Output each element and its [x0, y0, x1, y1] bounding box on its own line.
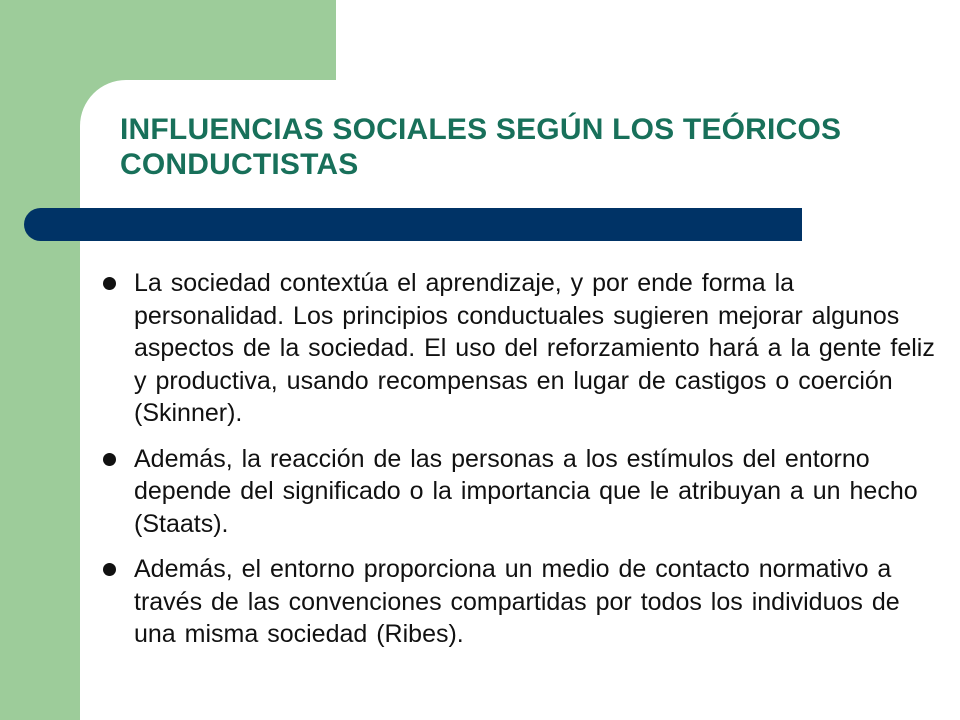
bullet-text: La sociedad contextúa el aprendizaje, y por ende forma la personalidad. Los principios conductuales sugieren mejorar algunos aspectos de la sociedad. El uso del reforzamiento hará a la gente feliz y productiva, usando recompensas en lugar de castigos o coerción (Skinner). — [134, 269, 935, 427]
bullet-item-skinner — [100, 267, 940, 430]
bullet-item-ribes — [100, 553, 940, 651]
bullet-text: Además, la reacción de las personas a los estímulos del entorno depende del significado o la importancia que le atribuyan a un hecho (Staats). — [134, 444, 918, 538]
bullet-dot-icon — [103, 277, 116, 290]
bullet-list — [100, 267, 940, 664]
slide-title: INFLUENCIAS SOCIALES SEGÚN LOS TEÓRICOS CONDUCTISTAS — [120, 113, 842, 181]
bullet-dot-icon — [103, 563, 116, 576]
bullet-dot-icon — [103, 453, 116, 466]
bullet-text: Además, el entorno proporciona un medio de contacto normativo a través de las convenciones compartidas por todos los individuos de una misma sociedad (Ribes). — [134, 555, 900, 648]
title-underline-bar — [24, 208, 802, 241]
bullet-item-staats — [100, 443, 940, 541]
